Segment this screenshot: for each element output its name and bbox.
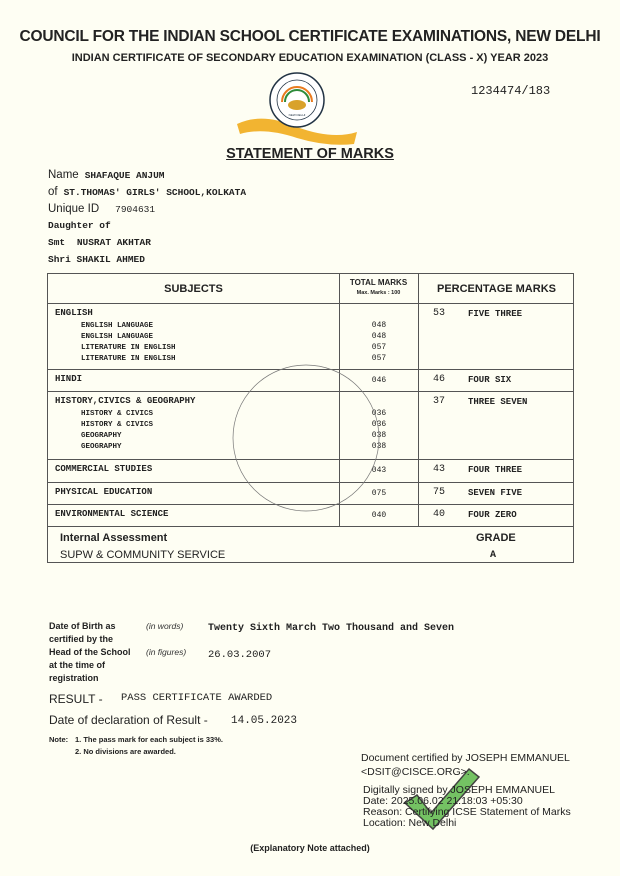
- name-value: SHAFAQUE ANJUM: [84, 170, 165, 181]
- explanatory-note: (Explanatory Note attached): [250, 843, 370, 853]
- component-name: ENGLISH LANGUAGE: [81, 322, 154, 330]
- board-title: COUNCIL FOR THE INDIAN SCHOOL CERTIFICATE EXAMINATIONS, NEW DELHI: [19, 28, 601, 45]
- subject-marks: 075: [371, 489, 387, 498]
- component-marks: 057: [371, 343, 387, 352]
- subject-percent: 46: [433, 374, 446, 385]
- component-marks: 048: [371, 332, 387, 341]
- cisce-logo-icon: [232, 72, 362, 147]
- subject-percent: 40: [433, 509, 446, 520]
- declaration-date: 14.05.2023: [231, 715, 298, 727]
- result-label: RESULT -: [49, 692, 103, 706]
- subject-percent-words: FIVE THREE: [468, 309, 523, 319]
- serial-number: 1234474/183: [471, 84, 551, 98]
- subject-name: ENGLISH: [55, 308, 93, 318]
- component-name: GEOGRAPHY: [81, 432, 122, 440]
- component-marks: 048: [371, 321, 387, 330]
- student-name: [48, 169, 165, 181]
- note-item: 1. The pass mark for each subject is 33%.: [75, 735, 223, 744]
- dob-figures: 26.03.2007: [208, 649, 272, 661]
- sig-line: Document certified by JOSEPH EMMANUEL: [361, 752, 570, 764]
- father-label: Shri: [48, 254, 71, 265]
- result-value: PASS CERTIFICATE AWARDED: [121, 692, 273, 704]
- grade-label: GRADE: [476, 532, 516, 544]
- subject-marks: 046: [371, 376, 387, 385]
- subject-percent-words: FOUR SIX: [468, 375, 512, 385]
- component-name: HISTORY & CIVICS: [81, 410, 154, 418]
- note-label: Note:: [49, 735, 69, 744]
- component-marks: 036: [371, 409, 387, 418]
- sig-line: Digitally signed by JOSEPH EMMANUEL: [363, 784, 555, 796]
- in-figures-label: (in figures): [146, 647, 187, 657]
- uid-label: Unique ID: [48, 203, 100, 215]
- mother-label: Smt: [48, 237, 66, 248]
- subject-name: HISTORY,CIVICS & GEOGRAPHY: [55, 396, 196, 406]
- dob-label-line: Head of the School: [49, 647, 131, 657]
- subject-name: HINDI: [55, 374, 83, 384]
- subject-name: ENVIRONMENTAL SCIENCE: [55, 509, 169, 519]
- subject-percent-words: SEVEN FIVE: [468, 488, 523, 498]
- subject-marks: 040: [371, 511, 387, 520]
- max-marks-note: Max. Marks : 100: [356, 290, 401, 296]
- dob-label-line: certified by the: [49, 634, 114, 644]
- uid-value: 7904631: [115, 204, 156, 215]
- component-marks: 038: [371, 442, 387, 451]
- component-name: ENGLISH LANGUAGE: [81, 333, 154, 341]
- name-label: Name: [48, 169, 79, 181]
- dob-label-line: Date of Birth as: [49, 621, 116, 631]
- component-marks: 057: [371, 354, 387, 363]
- internal-assessment-label: Internal Assessment: [60, 532, 168, 544]
- subject-percent: 53: [433, 308, 446, 319]
- sig-line: Reason: Certifying ICSE Statement of Marks: [363, 806, 571, 818]
- component-marks: 038: [371, 431, 387, 440]
- subject-percent-words: FOUR ZERO: [468, 510, 517, 520]
- total-marks-header: TOTAL MARKS: [349, 278, 408, 287]
- school-label: of: [48, 186, 58, 198]
- note-item: 2. No divisions are awarded.: [75, 747, 176, 756]
- document-title: STATEMENT OF MARKS: [226, 146, 394, 162]
- subject-percent: 37: [433, 396, 446, 407]
- percentage-header: PERCENTAGE MARKS: [437, 283, 556, 295]
- sig-line: Location: New Delhi: [363, 817, 457, 829]
- subject-percent: 75: [433, 487, 446, 498]
- supw-label: SUPW & COMMUNITY SERVICE: [60, 549, 226, 561]
- sig-line: <DSIT@CISCE.ORG>.: [361, 766, 470, 778]
- subject-percent: 43: [433, 464, 446, 475]
- subjects-header: SUBJECTS: [164, 283, 223, 295]
- mother-value: NUSRAT AKHTAR: [76, 237, 151, 248]
- marks-table: [47, 273, 574, 563]
- sig-line: Date: 2025.06.02 21:18:03 +05:30: [363, 795, 523, 807]
- exam-subtitle: INDIAN CERTIFICATE OF SECONDARY EDUCATION EXAMINATION (CLASS - X) YEAR 2023: [71, 52, 549, 64]
- svg-text:NEW DELHI: NEW DELHI: [288, 113, 306, 117]
- subject-percent-words: THREE SEVEN: [468, 397, 528, 407]
- father-value: SHAKIL AHMED: [76, 254, 145, 265]
- father: [48, 254, 145, 265]
- component-marks: 036: [371, 420, 387, 429]
- in-words-label: (in words): [146, 621, 184, 631]
- component-name: LITERATURE IN ENGLISH: [81, 355, 176, 363]
- unique-id: [48, 203, 155, 215]
- dob-label-line: at the time of: [49, 660, 106, 670]
- supw-grade: A: [490, 550, 497, 561]
- school-value: ST.THOMAS' GIRLS' SCHOOL,KOLKATA: [63, 187, 247, 198]
- declaration-label: Date of declaration of Result -: [49, 713, 208, 727]
- mother: [48, 237, 151, 248]
- subject-name: PHYSICAL EDUCATION: [55, 487, 153, 497]
- dob-label-line: registration: [49, 673, 99, 683]
- dob-label: [49, 620, 131, 685]
- school: [48, 186, 246, 198]
- relation: Daughter of: [48, 220, 111, 231]
- component-name: HISTORY & CIVICS: [81, 421, 154, 429]
- component-name: LITERATURE IN ENGLISH: [81, 344, 176, 352]
- subject-marks: 043: [371, 466, 387, 475]
- subject-percent-words: FOUR THREE: [468, 465, 523, 475]
- component-name: GEOGRAPHY: [81, 443, 122, 451]
- subject-name: COMMERCIAL STUDIES: [55, 464, 153, 474]
- seal-outline: [231, 358, 381, 518]
- certified-by: [361, 753, 571, 829]
- dob-words: Twenty Sixth March Two Thousand and Seven: [208, 623, 455, 634]
